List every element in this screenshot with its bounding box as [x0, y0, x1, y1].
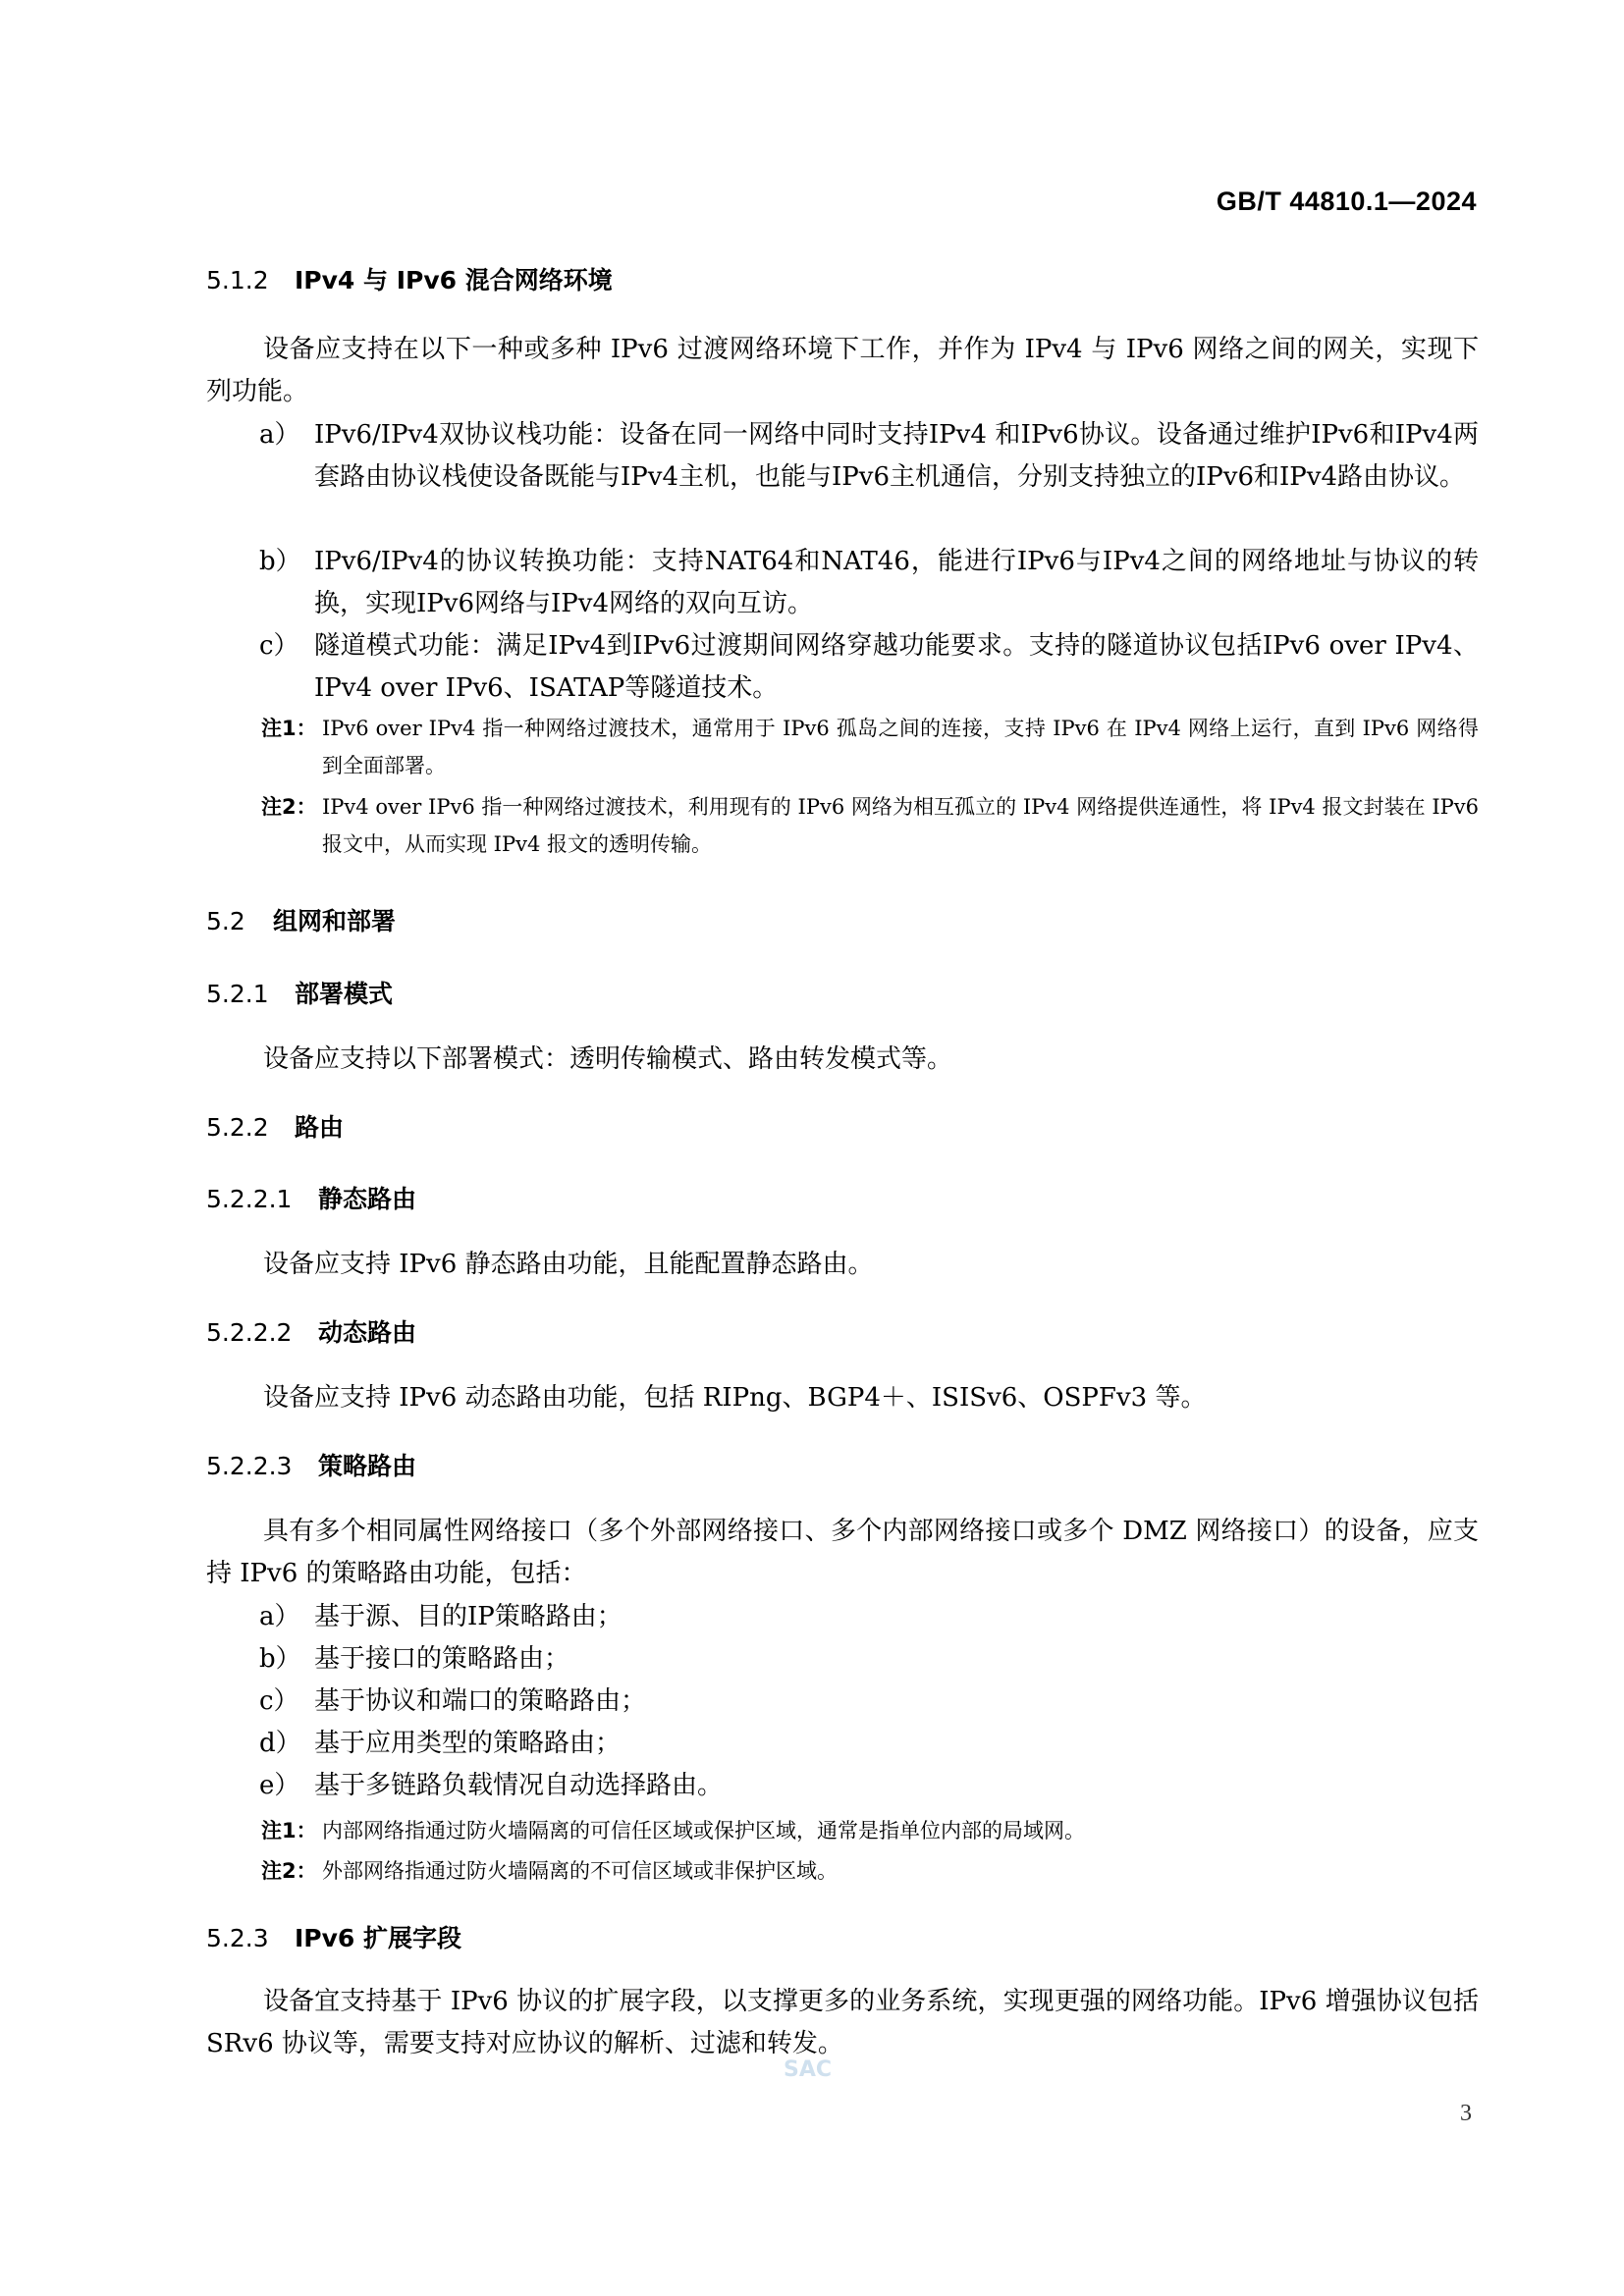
- note-label: 注2：: [261, 1859, 317, 1883]
- note-2: [261, 788, 1479, 863]
- section-number: 5.1.2: [206, 266, 269, 294]
- list-item-e: [259, 1765, 1479, 1807]
- list-text: 隧道模式功能：满足IPv4到IPv6过渡期间网络穿越功能要求。支持的隧道协议包括IPv6 over IPv4、IPv4 over IPv6、ISATAP等隧道技术。: [314, 631, 1479, 703]
- list-item-c: [259, 1681, 1479, 1723]
- list-label: b）: [259, 1644, 301, 1674]
- note-text: 外部网络指通过防火墙隔离的不可信区域或非保护区域。: [322, 1859, 838, 1883]
- note-label: 注1：: [261, 1819, 317, 1842]
- section-heading-5-2-2: [206, 1108, 344, 1144]
- section-heading-5-2-2-2: [206, 1313, 416, 1349]
- section-heading-5-1-2: [206, 261, 613, 296]
- section-title: 部署模式: [295, 980, 394, 1008]
- list-text: 基于协议和端口的策略路由；: [314, 1686, 647, 1716]
- list-item-b: [259, 1638, 1479, 1681]
- list-item-a: [259, 1596, 1479, 1638]
- list-text: 基于多链路负载情况自动选择路由。: [314, 1771, 724, 1800]
- section-heading-5-2-3: [206, 1919, 461, 1954]
- note-1: [261, 1812, 1479, 1849]
- section-heading-5-2-2-3: [206, 1447, 416, 1482]
- list-item-b: [259, 541, 1479, 625]
- section-title: 路由: [295, 1113, 345, 1142]
- list-item-c: [259, 625, 1479, 710]
- standard-code: GB/T 44810.1—2024: [1216, 187, 1477, 216]
- note-text: IPv6 over IPv4 指一种网络过渡技术，通常用于 IPv6 孤岛之间的连接，支持 IPv6 在 IPv4 网络上运行，直到 IPv6 网络得到全面部署。: [322, 717, 1479, 777]
- paragraph-5-2-1: 设备应支持以下部署模式：透明传输模式、路由转发模式等。: [263, 1044, 953, 1074]
- paragraph-5-2-2-3-intro: 具有多个相同属性网络接口（多个外部网络接口、多个内部网络接口或多个 DMZ 网络接口）的设备，应支持 IPv6 的策略路由功能，包括：: [206, 1517, 1479, 1588]
- list-label: e）: [259, 1771, 300, 1800]
- list-item-d: [259, 1723, 1479, 1765]
- paragraph-5-2-2-1: 设备应支持 IPv6 静态路由功能，且能配置静态路由。: [263, 1250, 874, 1279]
- sac-watermark: SAC: [784, 2057, 833, 2082]
- paragraph-5-1-2-intro: 设备应支持在以下一种或多种 IPv6 过渡网络环境下工作，并作为 IPv4 与 IPv6 网络之间的网关，实现下列功能。: [206, 335, 1479, 406]
- paragraph-5-2-3: 设备宜支持基于 IPv6 协议的扩展字段，以支撑更多的业务系统，实现更强的网络功能。IPv6 增强协议包括 SRv6 协议等，需要支持对应协议的解析、过滤和转发。: [206, 1987, 1479, 2058]
- note-text: 内部网络指通过防火墙隔离的可信任区域或保护区域，通常是指单位内部的局域网。: [322, 1819, 1085, 1842]
- section-number: 5.2.3: [206, 1924, 269, 1952]
- section-number: 5.2.1: [206, 980, 269, 1008]
- note-label: 注1：: [261, 717, 317, 740]
- list-text: 基于应用类型的策略路由；: [314, 1729, 622, 1758]
- section-number: 5.2.2: [206, 1113, 269, 1142]
- list-text: 基于接口的策略路由；: [314, 1644, 570, 1674]
- note-label: 注2：: [261, 795, 317, 819]
- paragraph-5-2-2-2: 设备应支持 IPv6 动态路由功能，包括 RIPng、BGP4＋、ISISv6、OSPFv3 等。: [263, 1383, 1207, 1413]
- list-text: IPv6/IPv4双协议栈功能：设备在同一网络中同时支持IPv4 和IPv6协议。设备通过维护IPv6和IPv4两套路由协议栈使设备既能与IPv4主机，也能与IPv6主机通信，分别支持独立的IPv6和IPv4路由协议。: [314, 420, 1479, 492]
- section-number: 5.2.2.1: [206, 1185, 293, 1213]
- section-number: 5.2.2.3: [206, 1452, 293, 1480]
- list-label: c）: [259, 1686, 299, 1716]
- list-label: c）: [259, 631, 299, 661]
- section-title: IPv4 与 IPv6 混合网络环境: [295, 266, 613, 294]
- section-number: 5.2: [206, 907, 245, 935]
- note-2: [261, 1852, 1479, 1890]
- note-1: [261, 710, 1479, 784]
- list-text: IPv6/IPv4的协议转换功能：支持NAT64和NAT46，能进行IPv6与IPv4之间的网络地址与协议的转换，实现IPv6网络与IPv4网络的双向互访。: [314, 547, 1479, 618]
- section-title: 组网和部署: [273, 907, 397, 935]
- page-number: 3: [1460, 2101, 1472, 2126]
- list-label: b）: [259, 547, 301, 576]
- list-label: d）: [259, 1729, 301, 1758]
- section-title: 动态路由: [318, 1318, 417, 1347]
- section-heading-5-2: [206, 902, 396, 937]
- section-heading-5-2-1: [206, 975, 393, 1010]
- section-heading-5-2-2-1: [206, 1180, 416, 1215]
- section-title: 策略路由: [318, 1452, 417, 1480]
- list-label: a）: [259, 1602, 300, 1631]
- list-text: 基于源、目的IP策略路由；: [314, 1602, 623, 1631]
- note-text: IPv4 over IPv6 指一种网络过渡技术，利用现有的 IPv6 网络为相互孤立的 IPv4 网络提供连通性，将 IPv4 报文封装在 IPv6 报文中，从而实现 IPv4 报文的透明传输。: [322, 795, 1479, 856]
- section-title: IPv6 扩展字段: [295, 1924, 462, 1952]
- list-item-a: [259, 414, 1479, 499]
- section-number: 5.2.2.2: [206, 1318, 293, 1347]
- section-title: 静态路由: [318, 1185, 417, 1213]
- list-label: a）: [259, 420, 300, 450]
